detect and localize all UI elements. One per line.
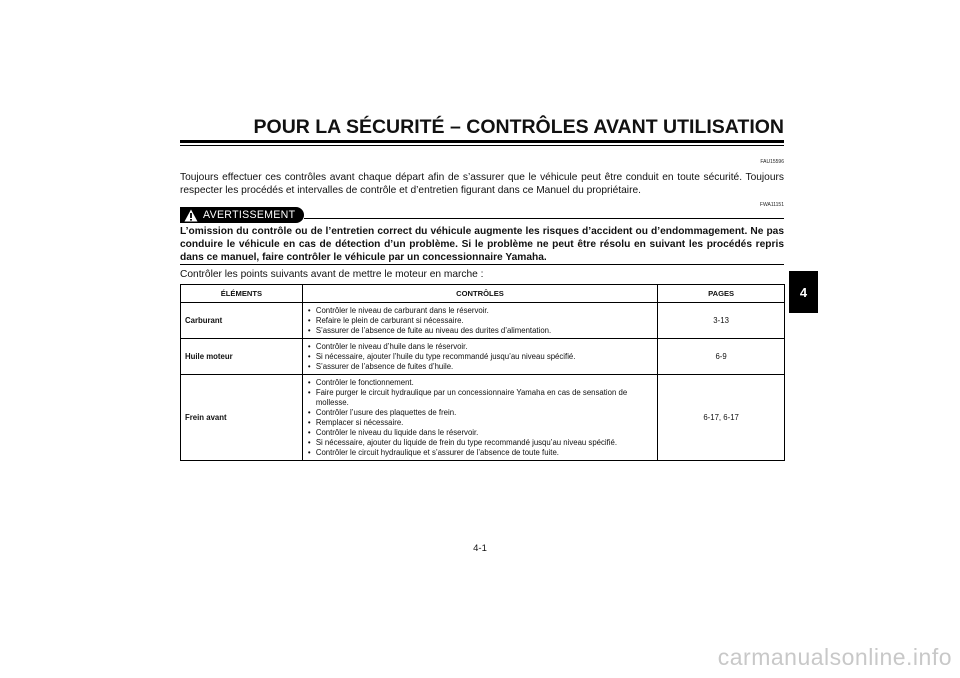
- check-item: • Refaire le plein de carburant si nécessaire.: [308, 316, 651, 326]
- check-item: • S’assurer de l’absence de fuites d’huile.: [308, 362, 651, 372]
- check-item: • Faire purger le circuit hydraulique par un concessionnaire Yamaha en cas de sensation de mollesse.: [308, 388, 651, 408]
- title-rule-thick: [180, 140, 784, 143]
- row-pages: 6-17, 6-17: [658, 375, 785, 461]
- check-item: • Contrôler le niveau de carburant dans le réservoir.: [308, 306, 651, 316]
- header-elements: ÉLÉMENTS: [181, 285, 303, 303]
- check-item: • Contrôler le niveau du liquide dans le réservoir.: [308, 428, 651, 438]
- warning-badge: [180, 207, 304, 223]
- row-checks: [302, 375, 657, 461]
- check-item: • Remplacer si nécessaire.: [308, 418, 651, 428]
- check-item: • Si nécessaire, ajouter l’huile du type recommandé jusqu’au niveau spécifié.: [308, 352, 651, 362]
- checks-table: [180, 284, 785, 461]
- section-code: FAU15596: [760, 159, 784, 165]
- check-item: • Contrôler le circuit hydraulique et s’assurer de l’absence de toute fuite.: [308, 448, 651, 458]
- row-item: Frein avant: [181, 375, 303, 461]
- title-rule-thin: [180, 145, 784, 146]
- check-item: • S’assurer de l’absence de fuite au niveau des durites d’alimentation.: [308, 326, 651, 336]
- warning-bottom-rule: [180, 264, 784, 265]
- warning-code: FWA11151: [759, 202, 784, 208]
- check-item: • Si nécessaire, ajouter du liquide de frein du type recommandé jusqu’au niveau spécifié.: [308, 438, 651, 448]
- page-number: 4-1: [473, 543, 487, 554]
- check-item: • Contrôler le niveau d’huile dans le réservoir.: [308, 342, 651, 352]
- row-pages: 3-13: [658, 303, 785, 339]
- page-title: POUR LA SÉCURITÉ – CONTRÔLES AVANT UTILISATION: [253, 116, 784, 138]
- check-item: • Contrôler l’usure des plaquettes de frein.: [308, 408, 651, 418]
- warning-text: L’omission du contrôle ou de l’entretien correct du véhicule augmente les risques d’accident ou d’endommagement. Ne pas conduire le véhicule en cas de détection d’un problème. Si le problème ne peut être résolu en suivant les procédés repris dans ce manuel, faire contrôler le véhicule par un concessionnaire Yamaha.: [180, 226, 784, 263]
- row-pages: 6-9: [658, 339, 785, 375]
- row-checks: [302, 339, 657, 375]
- warning-rule: [304, 218, 784, 219]
- header-controls: CONTRÔLES: [302, 285, 657, 303]
- intro-paragraph: Toujours effectuer ces contrôles avant chaque départ afin de s’assurer que le véhicule peut être conduit en toute sécurité. Toujours respecter les procédés et intervalles de contrôle et d’entretien figurant dans ce Manuel du propriétaire.: [180, 172, 784, 196]
- row-item: Carburant: [181, 303, 303, 339]
- table-row: [181, 375, 785, 461]
- check-item: • Contrôler le fonctionnement.: [308, 378, 651, 388]
- watermark: carmanualsonline.info: [717, 644, 952, 670]
- table-row: [181, 339, 785, 375]
- row-item: Huile moteur: [181, 339, 303, 375]
- warning-label: AVERTISSEMENT: [203, 209, 296, 221]
- row-checks: [302, 303, 657, 339]
- table-row: [181, 303, 785, 339]
- chapter-tab: 4: [789, 271, 818, 313]
- header-pages: PAGES: [658, 285, 785, 303]
- warning-triangle-icon: [184, 209, 198, 222]
- table-intro: Contrôler les points suivants avant de mettre le moteur en marche :: [180, 269, 484, 280]
- table-header-row: [181, 285, 785, 303]
